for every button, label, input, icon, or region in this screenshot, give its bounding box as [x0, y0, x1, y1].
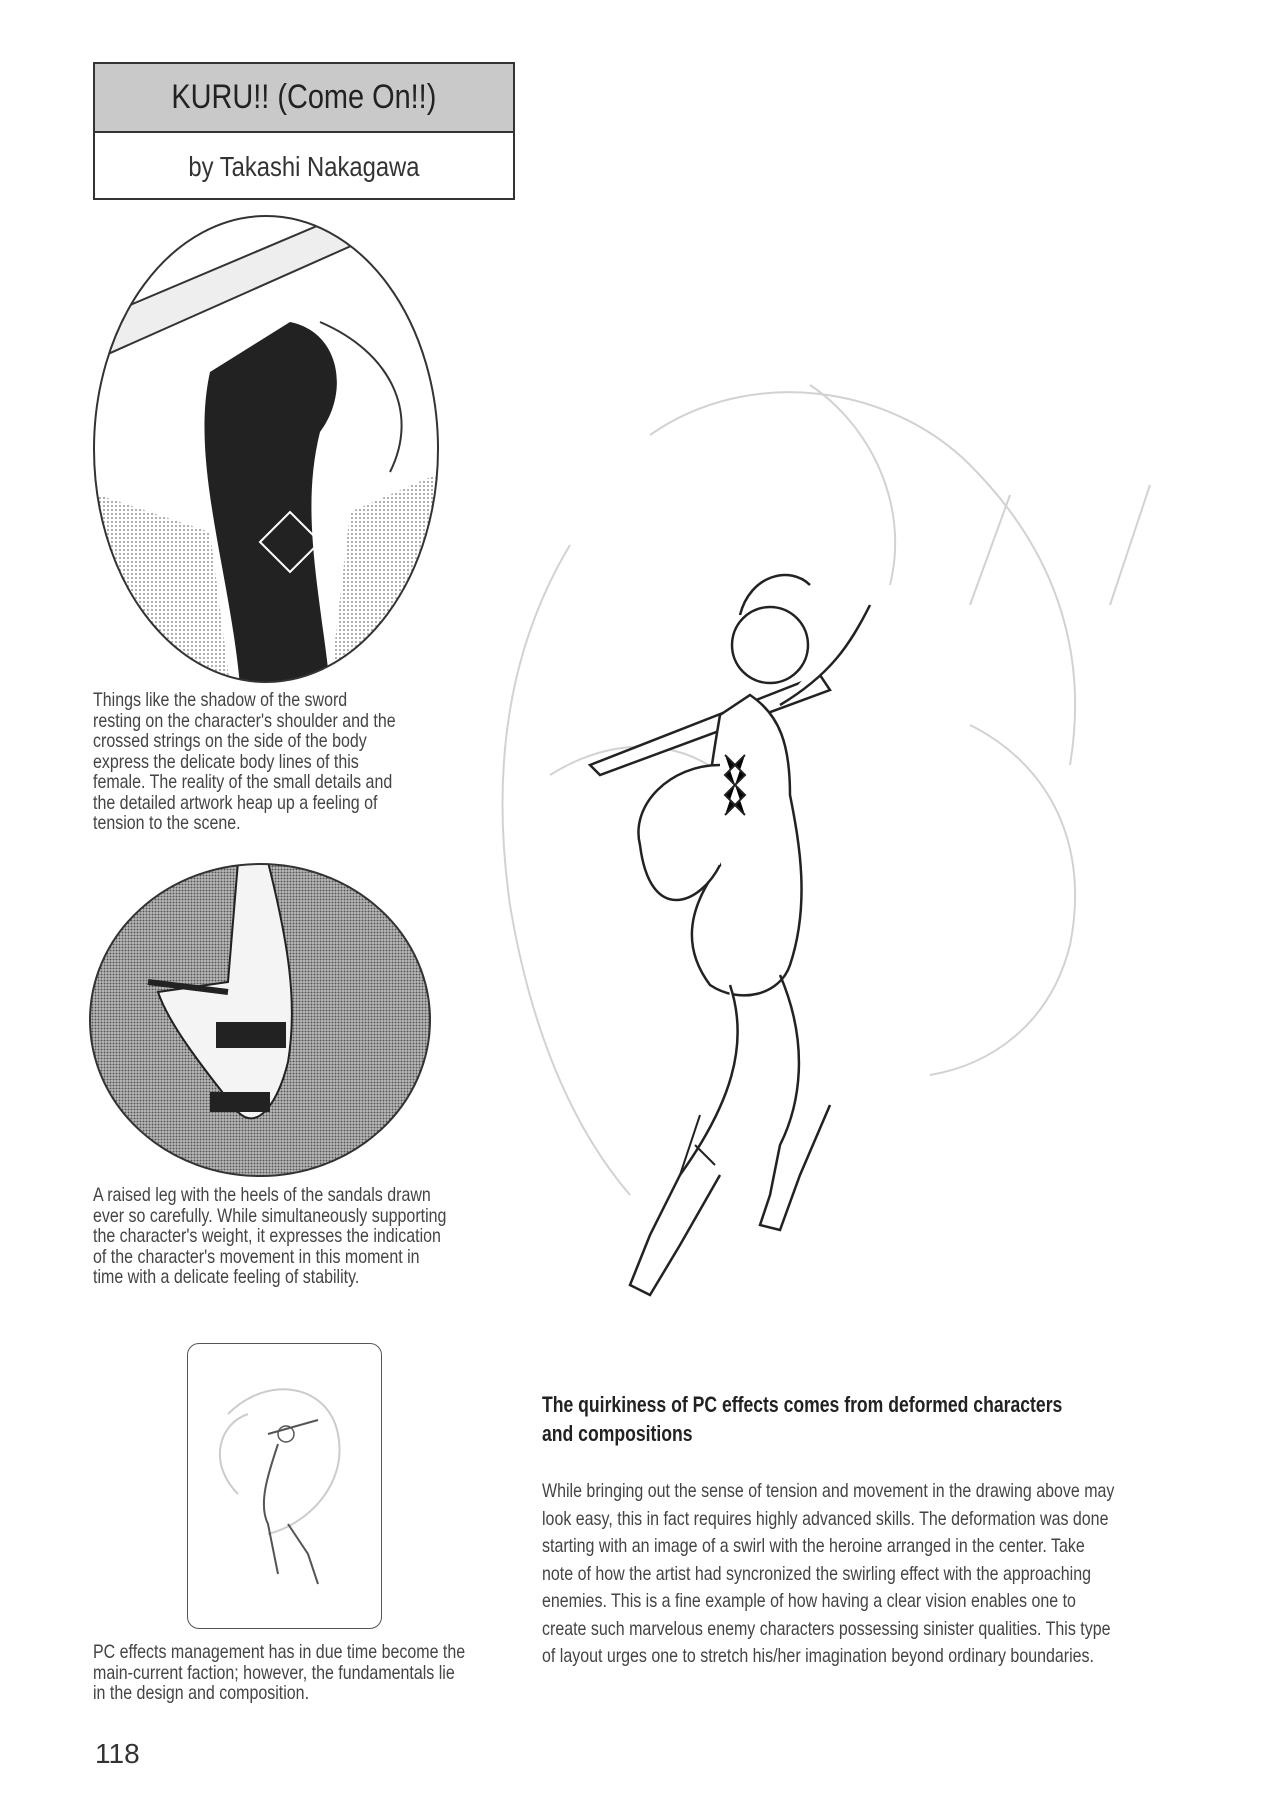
- author-row: [95, 133, 513, 200]
- page-title: KURU!! (Come On!!): [171, 78, 437, 116]
- caption-line: main-current faction; however, the fundamentals lie: [93, 1661, 455, 1684]
- heading-line: and compositions: [542, 1421, 693, 1446]
- caption-line: of the character's movement in this moment in: [93, 1245, 420, 1268]
- body-line: look easy, this in fact requires highly advanced skills. The deformation was done: [542, 1507, 1109, 1530]
- caption-line: PC effects management has in due time become the: [93, 1641, 466, 1663]
- heading-line: The quirkiness of PC effects comes from deformed characters: [542, 1392, 1063, 1417]
- title-band: [95, 64, 513, 133]
- shoulder-caption: [93, 690, 396, 834]
- body-line: create such marvelous enemy characters possessing sinister qualities. This type: [542, 1617, 1111, 1640]
- caption-line: female. The reality of the small details and: [93, 771, 393, 793]
- thumbnail-caption: [93, 1642, 465, 1704]
- body-line: note of how the artist had syncronized the swirling effect with the approaching: [542, 1562, 1092, 1585]
- body-line: starting with an image of a swirl with the heroine arranged in the center. Take: [542, 1535, 1085, 1557]
- caption-line: the character's weight, it expresses the indication: [93, 1225, 441, 1247]
- caption-line: the detailed artwork heap up a feeling of: [93, 791, 378, 814]
- title-box: [93, 62, 515, 200]
- body-line: of layout urges one to stretch his/her imagination beyond ordinary boundaries.: [542, 1645, 1095, 1667]
- caption-line: in the design and composition.: [93, 1682, 310, 1704]
- caption-line: crossed strings on the side of the body: [93, 730, 367, 752]
- caption-line: ever so carefully. While simultaneously supporting: [93, 1204, 447, 1227]
- caption-line: time with a delicate feeling of stability.: [93, 1266, 360, 1288]
- article-body: [542, 1478, 1114, 1671]
- thumbnail-sketch: [208, 1374, 358, 1604]
- leg-caption: [93, 1185, 446, 1288]
- heroine-main-illustration: [450, 345, 1210, 1380]
- page-number: 118: [95, 1738, 140, 1769]
- sandal-detail-illustration: [88, 862, 432, 1178]
- caption-line: resting on the character's shoulder and the: [93, 709, 396, 732]
- article-heading: [542, 1390, 1062, 1448]
- thumbnail-frame: [187, 1343, 382, 1629]
- author-credit: by Takashi Nakagawa: [188, 150, 420, 182]
- caption-line: Things like the shadow of the sword: [93, 689, 348, 711]
- caption-line: tension to the scene.: [93, 812, 241, 834]
- body-line: enemies. This is a fine example of how having a clear vision enables one to: [542, 1590, 1076, 1612]
- body-line: While bringing out the sense of tension and movement in the drawing above may: [542, 1480, 1115, 1502]
- shoulder-detail-illustration: [90, 212, 442, 686]
- caption-line: A raised leg with the heels of the sandals drawn: [93, 1184, 431, 1206]
- caption-line: express the delicate body lines of this: [93, 750, 359, 773]
